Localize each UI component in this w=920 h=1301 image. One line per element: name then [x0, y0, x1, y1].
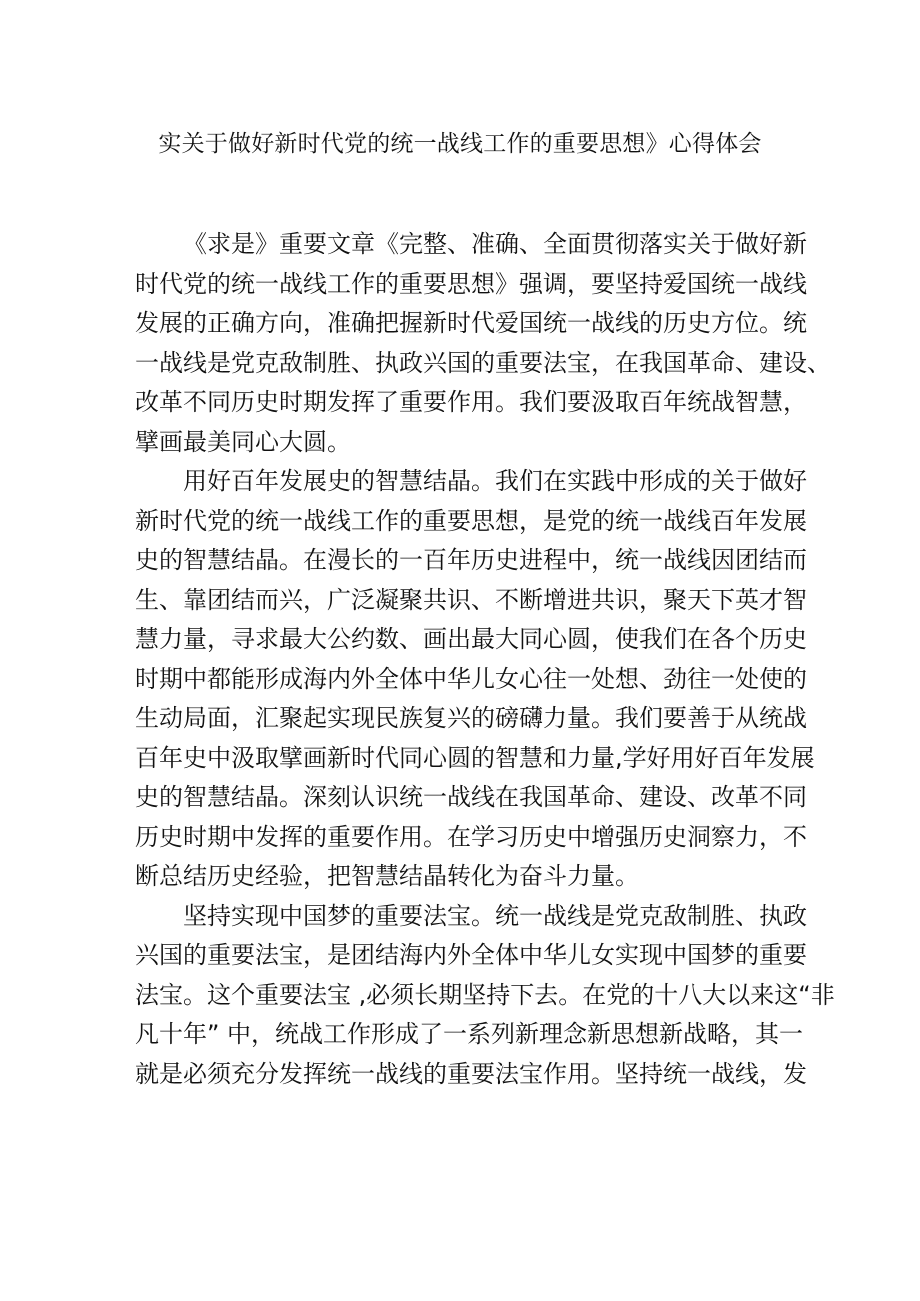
text-line: 百年史中汲取擘画新时代同心圆的智慧和力量,学好用好百年发展	[135, 743, 815, 772]
paragraph-1	[135, 225, 831, 462]
text-line: 兴国的重要法宝，是团结海内外全体中华儿女实现中国梦的重要	[135, 941, 807, 969]
text-line: 断总结历史经验，把智慧结晶转化为奋斗力量。	[135, 862, 639, 890]
text-line: 《求是》重要文章《完整、准确、全面贯彻落实关于做好新	[183, 230, 807, 258]
text-line: 用好百年发展史的智慧结晶。我们在实践中形成的关于做好	[183, 467, 807, 495]
text-line: 法宝。这个重要法宝 ,必须长期坚持下去。在党的十八大以来这“非	[135, 980, 835, 1009]
text-line: 慧力量，寻求最大公约数、画出最大同心圆，使我们在各个历史	[135, 625, 807, 653]
text-line: 擘画最美同心大圆。	[135, 427, 351, 456]
text-line: 史的智慧结晶。在漫长的一百年历史进程中，统一战线因团结而	[135, 546, 807, 574]
text-line: 历史时期中发挥的重要作用。在学习历史中增强历史洞察力，不	[135, 822, 807, 851]
document-body	[135, 225, 835, 1094]
text-line: 时期中都能形成海内外全体中华儿女心往一处想、劲往一处使的	[135, 664, 807, 693]
text-line: 史的智慧结晶。深刻认识统一战线在我国革命、建设、改革不同	[135, 783, 807, 811]
document-title: 实关于做好新时代党的统一战线工作的重要思想》心得体会	[158, 131, 762, 157]
text-line: 一战线是党克敌制胜、执政兴国的重要法宝，在我国革命、建设、	[135, 348, 831, 377]
paragraph-2	[135, 462, 815, 897]
paragraph-3	[135, 897, 835, 1095]
text-line: 时代党的统一战线工作的重要思想》强调，要坚持爱国统一战线	[135, 269, 807, 298]
text-line: 改革不同历史时期发挥了重要作用。我们要汲取百年统战智慧，	[135, 388, 807, 416]
text-line: 发展的正确方向，准确把握新时代爱国统一战线的历史方位。统	[135, 309, 807, 337]
text-line: 凡十年” 中，统战工作形成了一系列新理念新思想新战略，其一	[135, 1020, 804, 1048]
text-line: 坚持实现中国梦的重要法宝。统一战线是党克敌制胜、执政	[183, 901, 807, 930]
text-line: 就是必须充分发挥统一战线的重要法宝作用。坚持统一战线，发	[135, 1059, 807, 1088]
text-line: 生动局面，汇聚起实现民族复兴的磅礴力量。我们要善于从统战	[135, 704, 807, 732]
text-line: 新时代党的统一战线工作的重要思想，是党的统一战线百年发展	[135, 506, 807, 535]
text-line: 生、靠团结而兴，广泛凝聚共识、不断增进共识，聚天下英才智	[135, 585, 807, 614]
